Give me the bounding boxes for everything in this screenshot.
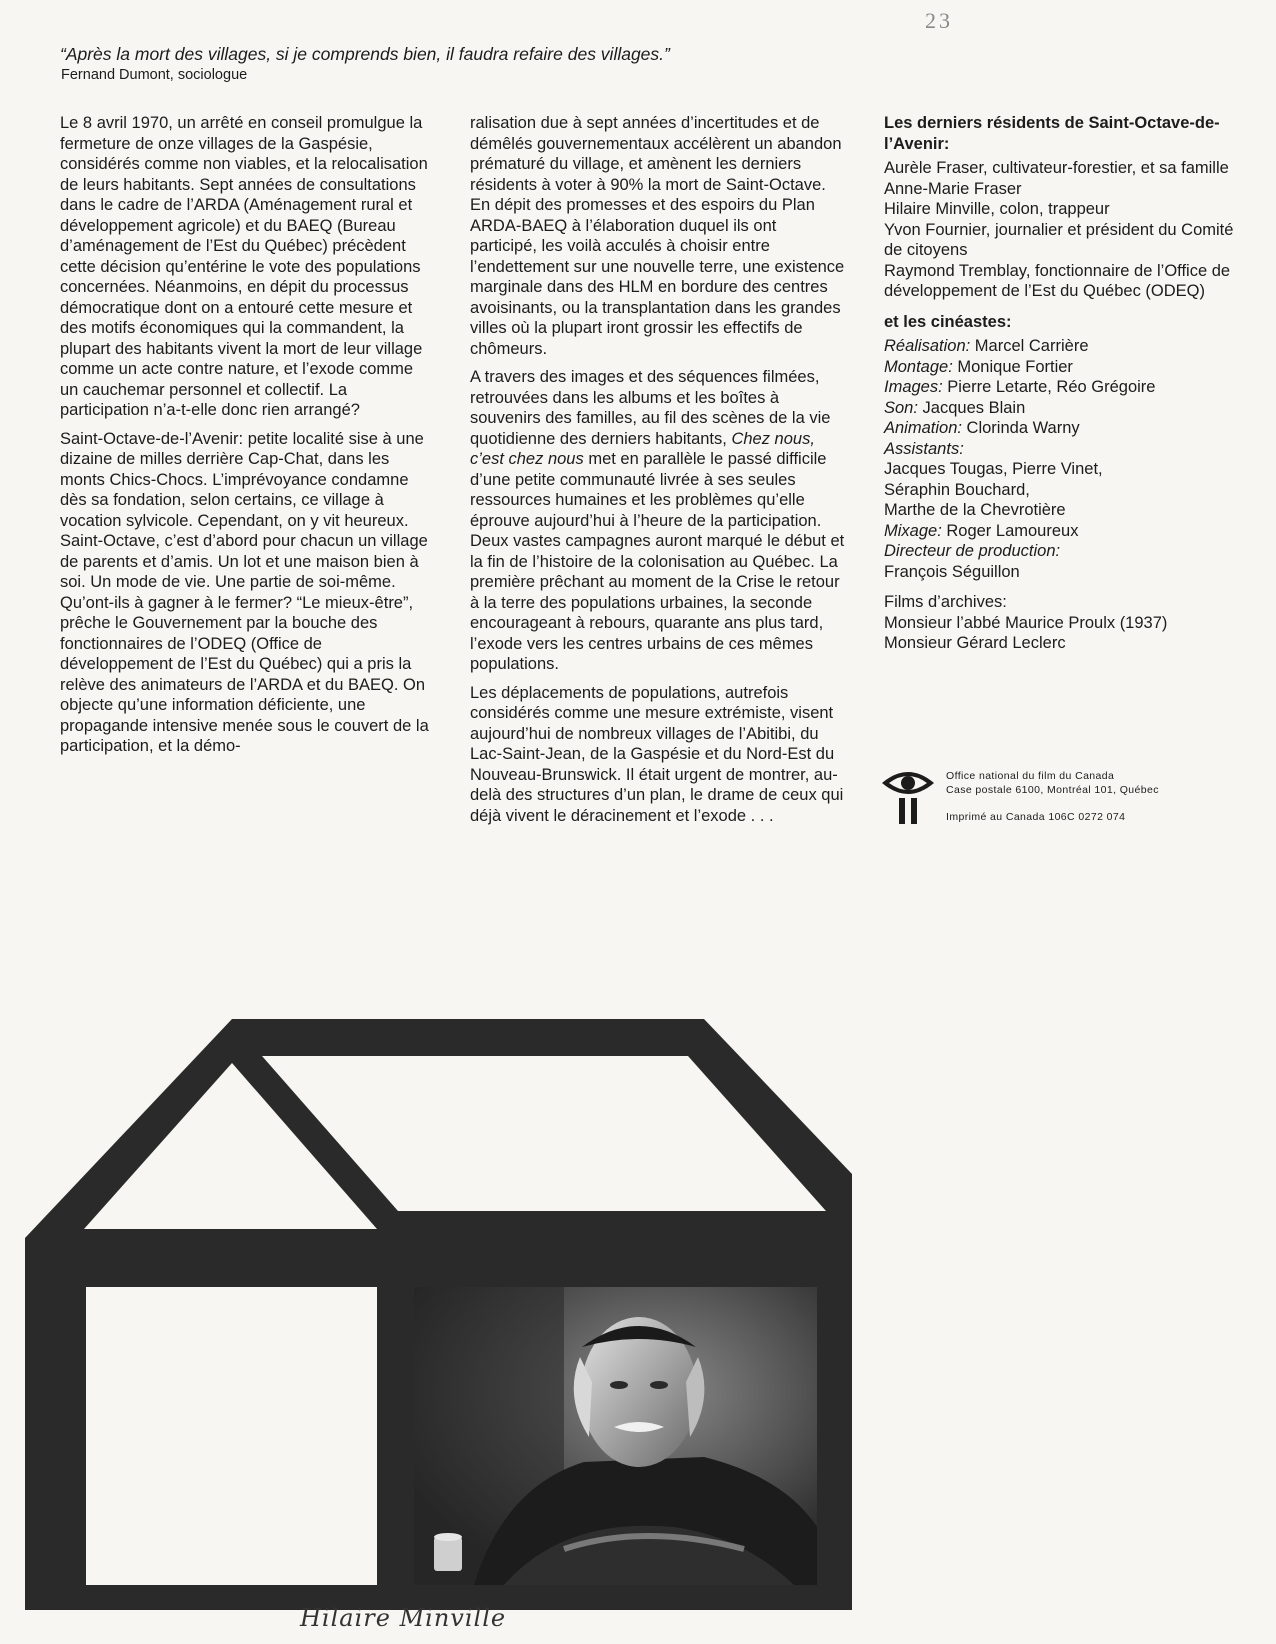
credit-role: Réalisation: — [884, 337, 971, 355]
credit-name: Roger Lamoureux — [941, 521, 1079, 540]
portrait-photo — [414, 1287, 817, 1585]
man-portrait-image — [414, 1287, 817, 1585]
epigraph-quote: “Après la mort des villages, si je comprends bien, il faudra refaire des villages.” — [60, 44, 670, 64]
resident-item: Yvon Fournier, journalier et président du Comité de citoyens — [884, 220, 1234, 259]
resident-item: Aurèle Fraser, cultivateur-forestier, et sa famille — [884, 159, 1229, 177]
credit-name: Pierre Letarte, Réo Grégoire — [942, 378, 1156, 396]
resident-item: Hilaire Minville, colon, trappeur — [884, 200, 1110, 218]
nfb-postal: Case postale 6100, Montréal 101, Québec — [946, 784, 1159, 796]
assistant-item: Séraphin Bouchard, — [884, 480, 1030, 499]
paragraph-text: met en parallèle le passé difficile d’une petite communauté livrée à ses seules ressources humaines et les problèmes qu’elle éprouve aujourd’hui à l’heure de la participation. Deux vastes campagnes auront marqué le début et la fin de l’histoire de la colonisation au Québec. La première prêchant au moment de la Crise le retour à la terre des populations urbaines, la seconde encourageant à rebours, quarante ans plus tard, l’exode vers les centres urbains de ces mêmes populations. — [470, 450, 845, 673]
credit-role: Montage: — [884, 357, 953, 376]
archives-heading: Films d’archives: — [884, 593, 1007, 611]
paragraph: Le 8 avril 1970, un arrêté en conseil promulgue la fermeture de onze villages de la Gaspésie, considérés comme non viables, et la relocalisation de leurs habitants. Sept années de consultations dans le cadre de l’ARDA (Aménagement rural et développement agricole) et du BAEQ (Bureau d’aménagement de l’Est du Québec) précèdent cette décision qu’entérine le vote des populations concernées. Néanmoins, en dépit du processus démocratique dont on a entouré cette mesure et des motifs économiques qui la commandent, la plupart des habitants vivent la mort de leur village comme un acte contre nature, et l’exode comme un cauchemar personnel et collectif. La participation n’a-t-elle donc rien arrangé? — [60, 114, 428, 419]
filmmakers-heading: et les cinéastes: — [884, 312, 1012, 331]
archive-item: Monsieur l’abbé Maurice Proulx (1937) — [884, 613, 1168, 632]
credit-role: Animation: — [884, 419, 962, 437]
credit-name: Marcel Carrière — [970, 337, 1089, 355]
credit-role: Son: — [884, 398, 918, 417]
credit-role: Assistants: — [884, 439, 964, 458]
assistant-item: Jacques Tougas, Pierre Vinet, — [884, 460, 1103, 478]
credit-name: Clorinda Warny — [961, 419, 1080, 437]
epigraph-author: Fernand Dumont, sociologue — [61, 67, 248, 83]
film-title: Chez nous, c’est chez nous — [470, 429, 815, 468]
resident-item: Raymond Tremblay, fonctionnaire de l’Office de développement de l’Est du Québec (ODEQ) — [884, 261, 1231, 300]
paragraph-text: A travers des images et des séquences filmées, retrouvées dans les albums et les boîtes à souvenirs des familles, au fil des scènes de la vie quotidienne des derniers habitants, — [470, 368, 831, 448]
credit-name: Monique Fortier — [952, 357, 1073, 376]
lower-left-window — [86, 1287, 377, 1585]
print-info: Imprimé au Canada 106C 0272 074 — [946, 811, 1126, 823]
credit-role: Images: — [884, 378, 943, 396]
paragraph: Saint-Octave-de-l’Avenir: petite localité sise à une dizaine de milles derrière Cap-Chat, dans les monts Chics-Chocs. L’imprévoyance condamne dès sa fondation, selon certains, ce village à vocation sylvicole. Cependant, on y vit heureux. Saint-Octave, c’est d’abord pour chacun un village de parents et d’amis. Un lot et une maison bien à soi. Un mode de vie. Une partie de soi-même. Qu’ont-ils à gagner à le fermer? “Le mieux-être”, prêche le Gouvernement par la bouche des fonctionnaires de l’ODEQ (Office de développement de l’Est du Québec) qui a pris la relève des animateurs de l’ARDA et du BAEQ. On objecte qu’une information déficiente, une propagande intensive menée sous le couvert de la participation, et la démo- — [60, 429, 429, 755]
nfb-name: Office national du film du Canada — [946, 770, 1115, 782]
credit-role: Directeur de production: — [884, 542, 1061, 560]
paragraph: Les déplacements de populations, autrefois considérés comme une mesure extrémiste, visent aujourd’hui de nombreux villages de l’Abitibi, du Lac-Saint-Jean, de la Gaspésie et du Nord-Est du Nouveau-Brunswick. Il était urgent de montrer, au-delà des structures d’un plan, le drame de ceux qui déjà vivent le déracinement et l’exode . . . — [470, 683, 844, 825]
paragraph: ralisation due à sept années d’incertitudes et de démêlés gouvernementaux accélèrent un abandon prématuré du village, et amènent les derniers résidents à voter à 90% la mort de Saint-Octave. En dépit des promesses et des espoirs du Plan ARDA-BAEQ à l’élaboration duquel ils ont participé, les voilà acculés à choisir entre l’endettement sur une nouvelle terre, une existence marginale dans des HLM en bordure des centres avoisinants, ou la transplantation dans les grandes villes où la plupart iront grossir les effectifs de chômeurs. — [470, 114, 845, 358]
credit-role: Mixage: — [884, 521, 942, 540]
credit-name: Jacques Blain — [917, 398, 1026, 417]
archive-item: Monsieur Gérard Leclerc — [884, 634, 1066, 652]
handwritten-signature: Hilaire Minville — [300, 1604, 507, 1632]
assistant-item: Marthe de la Chevrotière — [884, 501, 1066, 519]
page-number: 23 — [925, 8, 953, 33]
resident-item: Anne-Marie Fraser — [884, 179, 1022, 198]
credit-name: François Séguillon — [884, 562, 1020, 581]
residents-heading: Les derniers résidents de Saint-Octave-de-l’Avenir: — [884, 114, 1220, 153]
